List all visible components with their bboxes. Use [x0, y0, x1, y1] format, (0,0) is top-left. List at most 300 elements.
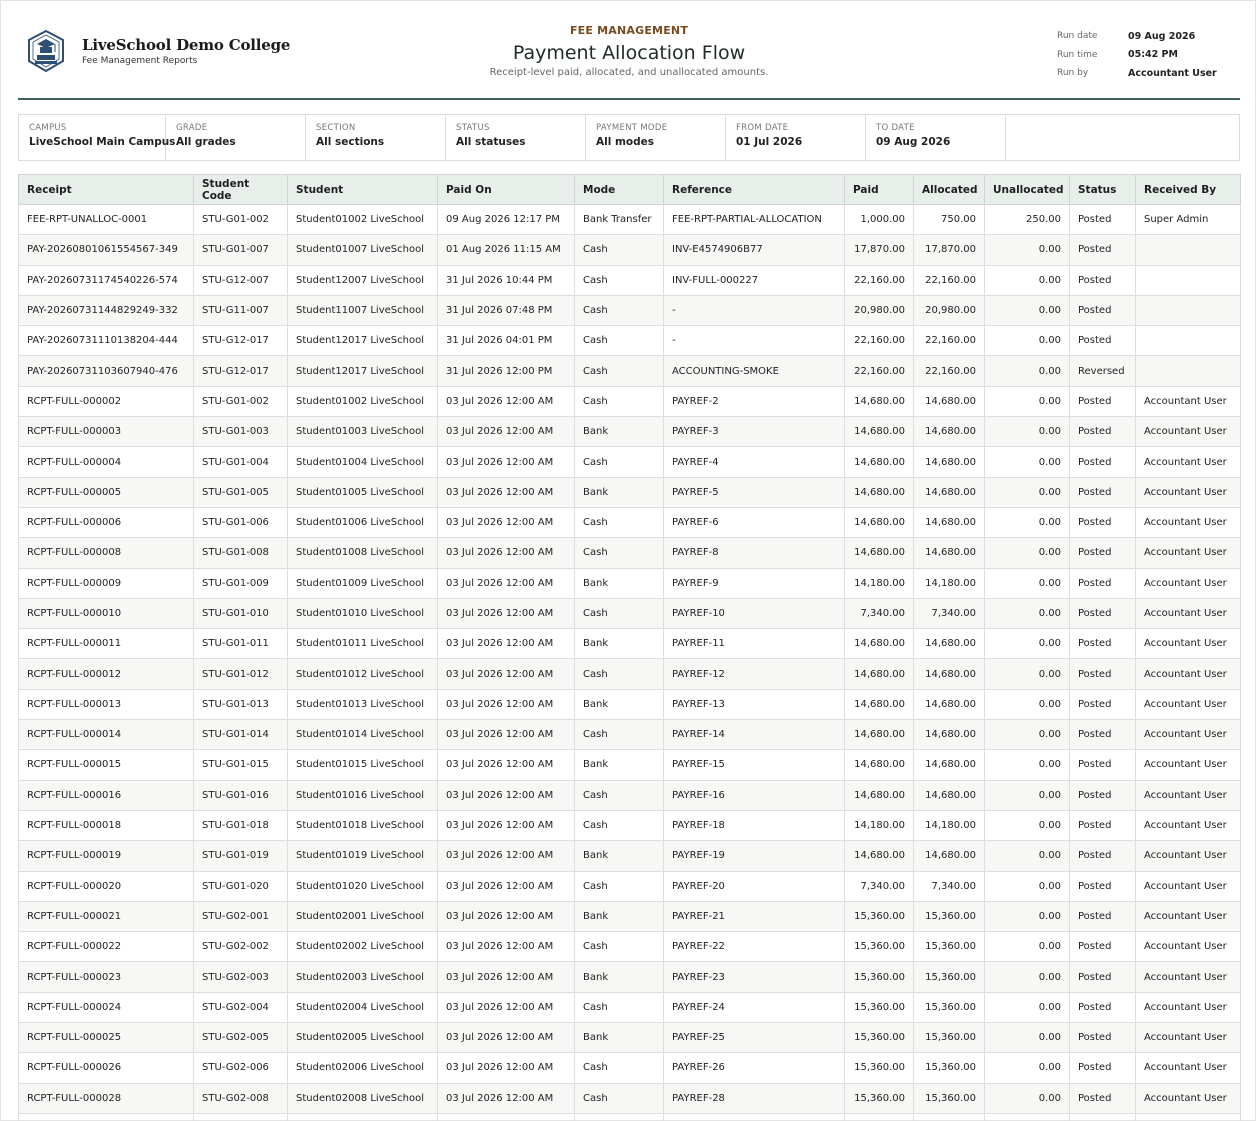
- cell-student: Student01003 LiveSchool: [288, 417, 438, 447]
- cell-received-by: [1136, 295, 1241, 325]
- table-row: [19, 386, 1241, 416]
- cell-paid: 20,980.00: [845, 295, 914, 325]
- cell-reference: PAYREF-18: [664, 810, 845, 840]
- cell-status: Posted: [1070, 568, 1136, 598]
- cell-reference: PAYREF-24: [664, 992, 845, 1022]
- column-header-reference: Reference: [664, 175, 845, 205]
- cell-paid: 14,680.00: [845, 720, 914, 750]
- cell-reference: PAYREF-2: [664, 386, 845, 416]
- cell-student-code: STU-G01-009: [194, 568, 288, 598]
- cell-paid: 14,680.00: [845, 447, 914, 477]
- cell-unallocated: 0.00: [985, 326, 1070, 356]
- cell-received-by: Accountant User: [1136, 1083, 1241, 1113]
- cell-student: Student01007 LiveSchool: [288, 235, 438, 265]
- cell-student: Student02006 LiveSchool: [288, 1053, 438, 1083]
- cell-allocated: 15,360.00: [914, 1023, 985, 1053]
- cell-receipt: RCPT-FULL-000016: [19, 780, 194, 810]
- cell-student: Student01012 LiveSchool: [288, 659, 438, 689]
- college-subtitle: Fee Management Reports: [82, 56, 198, 66]
- cell-receipt: RCPT-FULL-000028: [19, 1083, 194, 1113]
- cell-paid-on: 03 Jul 2026 12:00 AM: [438, 386, 575, 416]
- cell-student-code: STU-G01-019: [194, 841, 288, 871]
- table-row: [19, 265, 1241, 295]
- table-row: [19, 810, 1241, 840]
- cell-received-by: Accountant User: [1136, 750, 1241, 780]
- cell-receipt: RCPT-FULL-000019: [19, 841, 194, 871]
- cell-student-code: STU-G01-014: [194, 720, 288, 750]
- cell-mode: Cash: [575, 356, 664, 386]
- cell-status: Posted: [1070, 901, 1136, 931]
- cell-receipt: RCPT-FULL-000003: [19, 417, 194, 447]
- cell-allocated: 14,680.00: [914, 689, 985, 719]
- cell-received-by: Accountant User: [1136, 598, 1241, 628]
- cell-allocated: 14,680.00: [914, 841, 985, 871]
- cell-unallocated: 0.00: [985, 810, 1070, 840]
- cell-reference: PAYREF-23: [664, 962, 845, 992]
- cell-mode: Cash: [575, 265, 664, 295]
- cell-paid-on: 03 Jul 2026 12:00 AM: [438, 810, 575, 840]
- cell-paid-on: 31 Jul 2026 07:48 PM: [438, 295, 575, 325]
- cell-allocated: 17,870.00: [914, 235, 985, 265]
- cell-paid: 14,180.00: [845, 810, 914, 840]
- cell-status: Posted: [1070, 962, 1136, 992]
- cell-paid-on: 03 Jul 2026 12:00 AM: [438, 659, 575, 689]
- cell-mode: Cash: [575, 507, 664, 537]
- cell-unallocated: 0.00: [985, 689, 1070, 719]
- cell-mode: Bank: [575, 901, 664, 931]
- cell-student-code: STU-G01-002: [194, 386, 288, 416]
- cell-reference: PAYREF-5: [664, 477, 845, 507]
- cell-paid-on: 03 Jul 2026 12:00 AM: [438, 598, 575, 628]
- run-by-row: [1057, 64, 1217, 83]
- cell-student: Student01014 LiveSchool: [288, 720, 438, 750]
- cell-student: Student01013 LiveSchool: [288, 689, 438, 719]
- cell-allocated: 14,680.00: [914, 386, 985, 416]
- cell-receipt: RCPT-FULL-000009: [19, 568, 194, 598]
- cell-status: Posted: [1070, 507, 1136, 537]
- cell-student: Student02001 LiveSchool: [288, 901, 438, 931]
- cell-allocated: 14,680.00: [914, 417, 985, 447]
- cell-status: Posted: [1070, 205, 1136, 235]
- filter-label: GRADE: [176, 123, 208, 133]
- cell-receipt: FEE-RPT-UNALLOC-0001: [19, 205, 194, 235]
- cell-mode: Bank: [575, 477, 664, 507]
- table-row: [19, 871, 1241, 901]
- cell-reference: PAYREF-10: [664, 598, 845, 628]
- cell-paid: 14,680.00: [845, 386, 914, 416]
- cell-status: Posted: [1070, 235, 1136, 265]
- run-date-label: Run date: [1057, 31, 1098, 42]
- cell-unallocated: 0.00: [985, 1053, 1070, 1083]
- cell-status: Posted: [1070, 598, 1136, 628]
- cell-paid: 22,160.00: [845, 265, 914, 295]
- cell-receipt: RCPT-FULL-000023: [19, 962, 194, 992]
- cell-unallocated: 0.00: [985, 750, 1070, 780]
- cell-unallocated: 0.00: [985, 932, 1070, 962]
- cell-receipt: RCPT-FULL-000006: [19, 507, 194, 537]
- cell-mode: Bank: [575, 750, 664, 780]
- cell-receipt: RCPT-FULL-000004: [19, 447, 194, 477]
- report-header: [18, 1, 1240, 100]
- cell-received-by: [1136, 265, 1241, 295]
- cell-unallocated: 0.00: [985, 992, 1070, 1022]
- cell-paid-on: 03 Jul 2026 12:00 AM: [438, 932, 575, 962]
- cell-allocated: 14,680.00: [914, 538, 985, 568]
- cell-received-by: Accountant User: [1136, 659, 1241, 689]
- cell-student-code: STU-G02-001: [194, 901, 288, 931]
- cell-received-by: [1136, 356, 1241, 386]
- cell-unallocated: 0.00: [985, 507, 1070, 537]
- table-row: [19, 326, 1241, 356]
- cell-paid: 14,680.00: [845, 538, 914, 568]
- filter-grade: [166, 115, 306, 160]
- cell-student-code: STU-G01-008: [194, 538, 288, 568]
- table-row: [19, 1083, 1241, 1113]
- cell-unallocated: 0.00: [985, 780, 1070, 810]
- cell-reference: PAYREF-25: [664, 1023, 845, 1053]
- cell-unallocated: 0.00: [985, 386, 1070, 416]
- cell-unallocated: 0.00: [985, 962, 1070, 992]
- filter-label: SECTION: [316, 123, 356, 133]
- cell-student: Student02005 LiveSchool: [288, 1023, 438, 1053]
- cell-allocated: 14,680.00: [914, 780, 985, 810]
- cell-received-by: Accountant User: [1136, 901, 1241, 931]
- cell-received-by: Accountant User: [1136, 1023, 1241, 1053]
- column-header-unallocated: Unallocated: [985, 175, 1070, 205]
- table-row: [19, 235, 1241, 265]
- cell-reference: PAYREF-19: [664, 841, 845, 871]
- run-date-row: [1057, 27, 1217, 46]
- filter-label: PAYMENT MODE: [596, 123, 668, 133]
- cell-unallocated: 0.00: [985, 477, 1070, 507]
- cell-paid: 15,360.00: [845, 992, 914, 1022]
- cell-mode: Bank: [575, 962, 664, 992]
- cell-mode: Cash: [575, 720, 664, 750]
- cell-paid-on: 03 Jul 2026 12:00 AM: [438, 538, 575, 568]
- cell-paid-on: 03 Jul 2026 12:00 AM: [438, 841, 575, 871]
- cell-reference: PAYREF-3: [664, 417, 845, 447]
- cell-paid-on: 03 Jul 2026 12:00 AM: [438, 1053, 575, 1083]
- cell-status: Posted: [1070, 1023, 1136, 1053]
- cell-receipt: RCPT-FULL-000015: [19, 750, 194, 780]
- table-row: [19, 720, 1241, 750]
- cell-reference: ACCOUNTING-SMOKE: [664, 356, 845, 386]
- cell-student-code: STU-G01-006: [194, 507, 288, 537]
- cell-received-by: Accountant User: [1136, 629, 1241, 659]
- cell-receipt: RCPT-FULL-000018: [19, 810, 194, 840]
- table-row: [19, 901, 1241, 931]
- cell-received-by: Accountant User: [1136, 386, 1241, 416]
- cell-received-by: Accountant User: [1136, 689, 1241, 719]
- cell-reference: PAYREF-8: [664, 538, 845, 568]
- cell-paid: 17,870.00: [845, 235, 914, 265]
- cell-student: Student12017 LiveSchool: [288, 326, 438, 356]
- cell-received-by: Accountant User: [1136, 538, 1241, 568]
- cell-receipt: PAY-20260731110138204-444: [19, 326, 194, 356]
- cell-student: Student02004 LiveSchool: [288, 992, 438, 1022]
- cell-unallocated: 0.00: [985, 417, 1070, 447]
- cell-received-by: Accountant User: [1136, 780, 1241, 810]
- cell-paid: 14,680.00: [845, 417, 914, 447]
- cell-paid-on: 31 Jul 2026 12:00 PM: [438, 356, 575, 386]
- filter-value: All sections: [316, 136, 385, 148]
- cell-status: Posted: [1070, 750, 1136, 780]
- cell-student-code: STU-G02-006: [194, 1053, 288, 1083]
- cell-student-code: STU-G01-002: [194, 205, 288, 235]
- cell-allocated: 22,160.00: [914, 326, 985, 356]
- cell-allocated: 15,360.00: [914, 1053, 985, 1083]
- table-header-row: [19, 175, 1241, 205]
- cell-paid: 15,360.00: [845, 1053, 914, 1083]
- column-header-student: Student: [288, 175, 438, 205]
- cell-unallocated: 0.00: [985, 356, 1070, 386]
- cell-mode: Cash: [575, 235, 664, 265]
- table-row: [19, 962, 1241, 992]
- cell-status: Posted: [1070, 871, 1136, 901]
- cell-mode: Cash: [575, 1053, 664, 1083]
- cell-status: Posted: [1070, 477, 1136, 507]
- cell-mode: Cash: [575, 932, 664, 962]
- cell-student: Student02003 LiveSchool: [288, 962, 438, 992]
- filter-campus: [19, 115, 176, 160]
- cell-paid-on: 03 Jul 2026 12:00 AM: [438, 568, 575, 598]
- table-header: [19, 175, 1241, 205]
- run-time-value: 05:42 PM: [1128, 49, 1178, 61]
- cell-paid-on: 03 Jul 2026 12:00 AM: [438, 962, 575, 992]
- cell-paid-on: 03 Jul 2026 12:00 AM: [438, 750, 575, 780]
- cell-student: Student01009 LiveSchool: [288, 568, 438, 598]
- page-title: Payment Allocation Flow: [512, 42, 746, 64]
- cell-reference: -: [664, 326, 845, 356]
- cell-status: Posted: [1070, 629, 1136, 659]
- cell-unallocated: 0.00: [985, 720, 1070, 750]
- cell-student-code: STU-G02-002: [194, 932, 288, 962]
- cell-allocated: 14,680.00: [914, 507, 985, 537]
- cell-received-by: Accountant User: [1136, 507, 1241, 537]
- cell-receipt: RCPT-FULL-000011: [19, 629, 194, 659]
- cell-reference: PAYREF-6: [664, 507, 845, 537]
- cell-student-code: STU-G02-008: [194, 1083, 288, 1113]
- cell-paid: [845, 1113, 914, 1121]
- cell-received-by: [1136, 235, 1241, 265]
- report-title-block: [398, 24, 860, 78]
- cell-student-code: STU-G02-004: [194, 992, 288, 1022]
- column-header-receipt: Receipt: [19, 175, 194, 205]
- cell-received-by: Accountant User: [1136, 871, 1241, 901]
- cell-receipt: PAY-20260731144829249-332: [19, 295, 194, 325]
- table-row: [19, 295, 1241, 325]
- cell-receipt: RCPT-FULL-000025: [19, 1023, 194, 1053]
- cell-mode: Cash: [575, 810, 664, 840]
- cell-student: Student01006 LiveSchool: [288, 507, 438, 537]
- cell-student: Student11007 LiveSchool: [288, 295, 438, 325]
- cell-reference: PAYREF-16: [664, 780, 845, 810]
- cell-allocated: 15,360.00: [914, 932, 985, 962]
- table-row: [19, 447, 1241, 477]
- cell-received-by: Accountant User: [1136, 810, 1241, 840]
- filter-value: 01 Jul 2026: [736, 136, 803, 148]
- table-row: [19, 1113, 1241, 1121]
- column-header-paid: Paid: [845, 175, 914, 205]
- cell-paid: 22,160.00: [845, 326, 914, 356]
- cell-allocated: 14,680.00: [914, 629, 985, 659]
- run-time-row: [1057, 46, 1217, 65]
- cell-receipt: PAY-20260801061554567-349: [19, 235, 194, 265]
- cell-reference: PAYREF-4: [664, 447, 845, 477]
- cell-status: Posted: [1070, 841, 1136, 871]
- cell-student-code: STU-G01-010: [194, 598, 288, 628]
- cell-student-code: STU-G01-004: [194, 447, 288, 477]
- cell-student: Student01016 LiveSchool: [288, 780, 438, 810]
- cell-allocated: 15,360.00: [914, 901, 985, 931]
- cell-student-code: STU-G01-005: [194, 477, 288, 507]
- cell-receipt: RCPT-FULL-000021: [19, 901, 194, 931]
- table-row: [19, 1053, 1241, 1083]
- cell-receipt: RCPT-FULL-000008: [19, 538, 194, 568]
- cell-receipt: [19, 1113, 194, 1121]
- run-time-label: Run time: [1057, 49, 1098, 60]
- cell-student: Student02008 LiveSchool: [288, 1083, 438, 1113]
- cell-paid-on: 03 Jul 2026 12:00 AM: [438, 720, 575, 750]
- cell-student-code: STU-G01-011: [194, 629, 288, 659]
- cell-student: Student12017 LiveSchool: [288, 356, 438, 386]
- cell-status: Posted: [1070, 1053, 1136, 1083]
- cell-reference: PAYREF-12: [664, 659, 845, 689]
- cell-paid-on: 03 Jul 2026 12:00 AM: [438, 629, 575, 659]
- filter-summary: [18, 114, 1240, 161]
- cell-paid-on: 01 Aug 2026 11:15 AM: [438, 235, 575, 265]
- table-row: [19, 417, 1241, 447]
- cell-allocated: 14,680.00: [914, 447, 985, 477]
- cell-mode: Cash: [575, 659, 664, 689]
- filter-label: TO DATE: [876, 123, 915, 133]
- cell-unallocated: 0.00: [985, 901, 1070, 931]
- cell-paid: 14,180.00: [845, 568, 914, 598]
- cell-paid-on: 31 Jul 2026 04:01 PM: [438, 326, 575, 356]
- cell-allocated: 14,680.00: [914, 477, 985, 507]
- cell-paid-on: 03 Jul 2026 12:00 AM: [438, 901, 575, 931]
- column-header-allocated: Allocated: [914, 175, 985, 205]
- cell-mode: Cash: [575, 386, 664, 416]
- cell-student: Student01011 LiveSchool: [288, 629, 438, 659]
- cell-student: Student01019 LiveSchool: [288, 841, 438, 871]
- cell-unallocated: 0.00: [985, 659, 1070, 689]
- cell-status: Posted: [1070, 295, 1136, 325]
- cell-paid-on: [438, 1113, 575, 1121]
- cell-received-by: Accountant User: [1136, 841, 1241, 871]
- cell-student-code: STU-G01-018: [194, 810, 288, 840]
- table-row: [19, 1023, 1241, 1053]
- cell-status: Posted: [1070, 810, 1136, 840]
- table-row: [19, 538, 1241, 568]
- cell-received-by: Accountant User: [1136, 962, 1241, 992]
- cell-student: Student01002 LiveSchool: [288, 386, 438, 416]
- cell-mode: Cash: [575, 992, 664, 1022]
- column-header-mode: Mode: [575, 175, 664, 205]
- cell-paid-on: 09 Aug 2026 12:17 PM: [438, 205, 575, 235]
- cell-received-by: [1136, 1113, 1241, 1121]
- cell-mode: Cash: [575, 538, 664, 568]
- cell-allocated: 15,360.00: [914, 1083, 985, 1113]
- column-header-paid-on: Paid On: [438, 175, 575, 205]
- cell-paid-on: 03 Jul 2026 12:00 AM: [438, 507, 575, 537]
- filter-empty: [1006, 115, 1239, 160]
- cell-unallocated: 0.00: [985, 1023, 1070, 1053]
- cell-mode: Bank Transfer: [575, 205, 664, 235]
- cell-reference: [664, 1113, 845, 1121]
- cell-unallocated: 250.00: [985, 205, 1070, 235]
- cell-reference: INV-E4574906B77: [664, 235, 845, 265]
- cell-mode: Bank: [575, 417, 664, 447]
- filter-value: All modes: [596, 136, 655, 148]
- cell-received-by: Accountant User: [1136, 992, 1241, 1022]
- cell-student-code: STU-G01-015: [194, 750, 288, 780]
- cell-student-code: STU-G01-013: [194, 689, 288, 719]
- table-row: [19, 689, 1241, 719]
- cell-allocated: [914, 1113, 985, 1121]
- page-subtitle: Receipt-level paid, allocated, and unallocated amounts.: [489, 67, 769, 78]
- filter-label: CAMPUS: [29, 123, 67, 133]
- cell-paid: 15,360.00: [845, 901, 914, 931]
- cell-allocated: 20,980.00: [914, 295, 985, 325]
- cell-unallocated: 0.00: [985, 629, 1070, 659]
- cell-reference: PAYREF-15: [664, 750, 845, 780]
- cell-unallocated: 0.00: [985, 265, 1070, 295]
- cell-reference: PAYREF-20: [664, 871, 845, 901]
- filter-status: [446, 115, 586, 160]
- cell-student: Student01015 LiveSchool: [288, 750, 438, 780]
- cell-receipt: RCPT-FULL-000002: [19, 386, 194, 416]
- cell-mode: Bank: [575, 1023, 664, 1053]
- cell-student-code: STU-G01-007: [194, 235, 288, 265]
- filter-value: 09 Aug 2026: [876, 136, 951, 148]
- cell-student-code: STU-G11-007: [194, 295, 288, 325]
- cell-paid: 7,340.00: [845, 598, 914, 628]
- cell-paid-on: 03 Jul 2026 12:00 AM: [438, 689, 575, 719]
- table-row: [19, 932, 1241, 962]
- cell-received-by: Accountant User: [1136, 932, 1241, 962]
- filter-label: STATUS: [456, 123, 490, 133]
- cell-unallocated: 0.00: [985, 295, 1070, 325]
- cell-status: [1070, 1113, 1136, 1121]
- cell-paid-on: 03 Jul 2026 12:00 AM: [438, 780, 575, 810]
- cell-status: Reversed: [1070, 356, 1136, 386]
- cell-paid: 7,340.00: [845, 871, 914, 901]
- cell-allocated: 22,160.00: [914, 265, 985, 295]
- table-row: [19, 356, 1241, 386]
- cell-mode: Bank: [575, 568, 664, 598]
- cell-student: Student01008 LiveSchool: [288, 538, 438, 568]
- cell-reference: PAYREF-28: [664, 1083, 845, 1113]
- cell-reference: PAYREF-22: [664, 932, 845, 962]
- cell-unallocated: 0.00: [985, 235, 1070, 265]
- cell-unallocated: 0.00: [985, 447, 1070, 477]
- filter-section: [306, 115, 446, 160]
- cell-mode: Cash: [575, 780, 664, 810]
- cell-allocated: 7,340.00: [914, 598, 985, 628]
- cell-receipt: PAY-20260731103607940-476: [19, 356, 194, 386]
- table-row: [19, 205, 1241, 235]
- cell-status: Posted: [1070, 417, 1136, 447]
- cell-status: Posted: [1070, 1083, 1136, 1113]
- cell-student: Student01005 LiveSchool: [288, 477, 438, 507]
- cell-mode: Cash: [575, 598, 664, 628]
- cell-student: Student01010 LiveSchool: [288, 598, 438, 628]
- cell-receipt: RCPT-FULL-000005: [19, 477, 194, 507]
- cell-status: Posted: [1070, 326, 1136, 356]
- cell-status: Posted: [1070, 780, 1136, 810]
- cell-paid: 14,680.00: [845, 780, 914, 810]
